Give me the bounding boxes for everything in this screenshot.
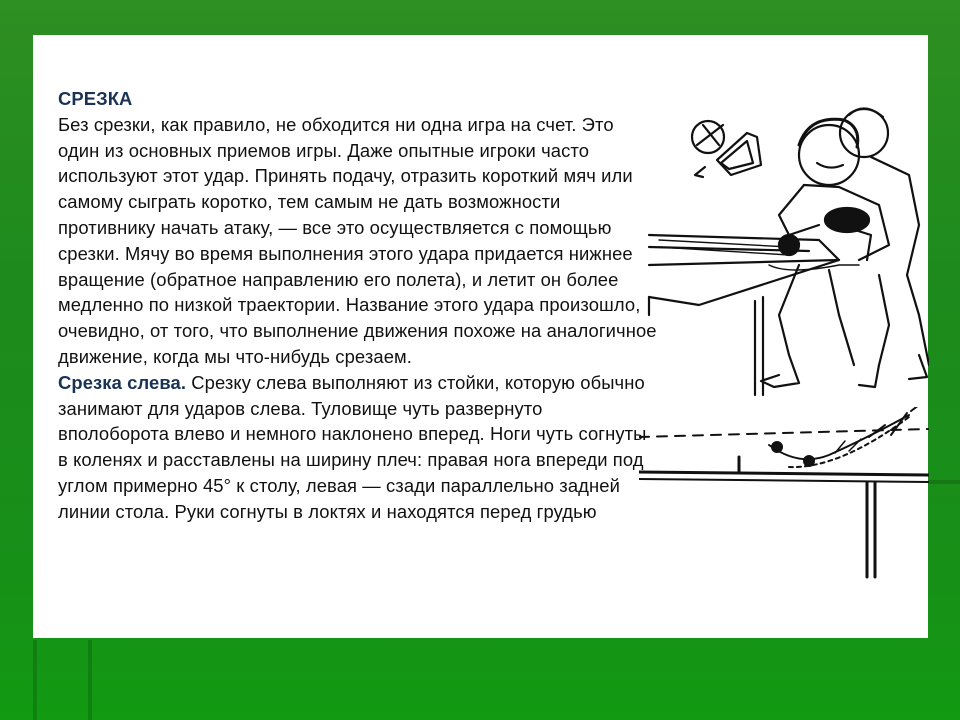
body-paragraph <box>58 370 658 525</box>
intro-paragraph <box>58 112 658 370</box>
table-surface <box>639 472 929 475</box>
slide-heading: СРЕЗКА <box>58 88 133 109</box>
body-text: Срезку слева выполняют из стойки, которую обычно занимают для ударов слева. Туловище чуть развернуто вполоборота влево и немного наклонено вперед. Ноги чуть согнуты в коленях и расставлены на ширину плеч: правая нога впереди под углом примерно 45° к столу, левая — сзади параллельно задней линии стола. Руки согнуты в локтях и находятся перед грудью <box>58 371 647 522</box>
player-head <box>799 125 859 185</box>
racket-paddle <box>825 208 869 232</box>
subheading: Срезка слева. <box>58 371 187 393</box>
ball-icon <box>772 442 782 452</box>
trajectory-illustration <box>639 407 929 637</box>
slide-text <box>58 86 658 525</box>
background-stripe <box>88 640 92 720</box>
intro-text: Без срезки, как правило, не обходится ни одна игра на счет. Это один из основных приемов игры. Даже опытные игроки часто используют этот удар. Принять подачу, отразить короткий мяч или самому сыграть коротко, тем самым не дать возможности противнику начать атаку, — все это осуществляется с помощью срезки. Мячу во время выполнения этого удара придается нижнее вращение (обратное направлению его полета), и летит он более медленно по низкой траектории. Название этого удара произошло, очевидно, от того, что выполнение движения похоже на аналогичное движение, когда мы что-нибудь срезаем. <box>58 113 657 367</box>
slide-panel <box>33 35 928 638</box>
player-illustration <box>639 65 929 410</box>
background-stripe <box>928 480 960 484</box>
background-stripe <box>33 640 37 720</box>
